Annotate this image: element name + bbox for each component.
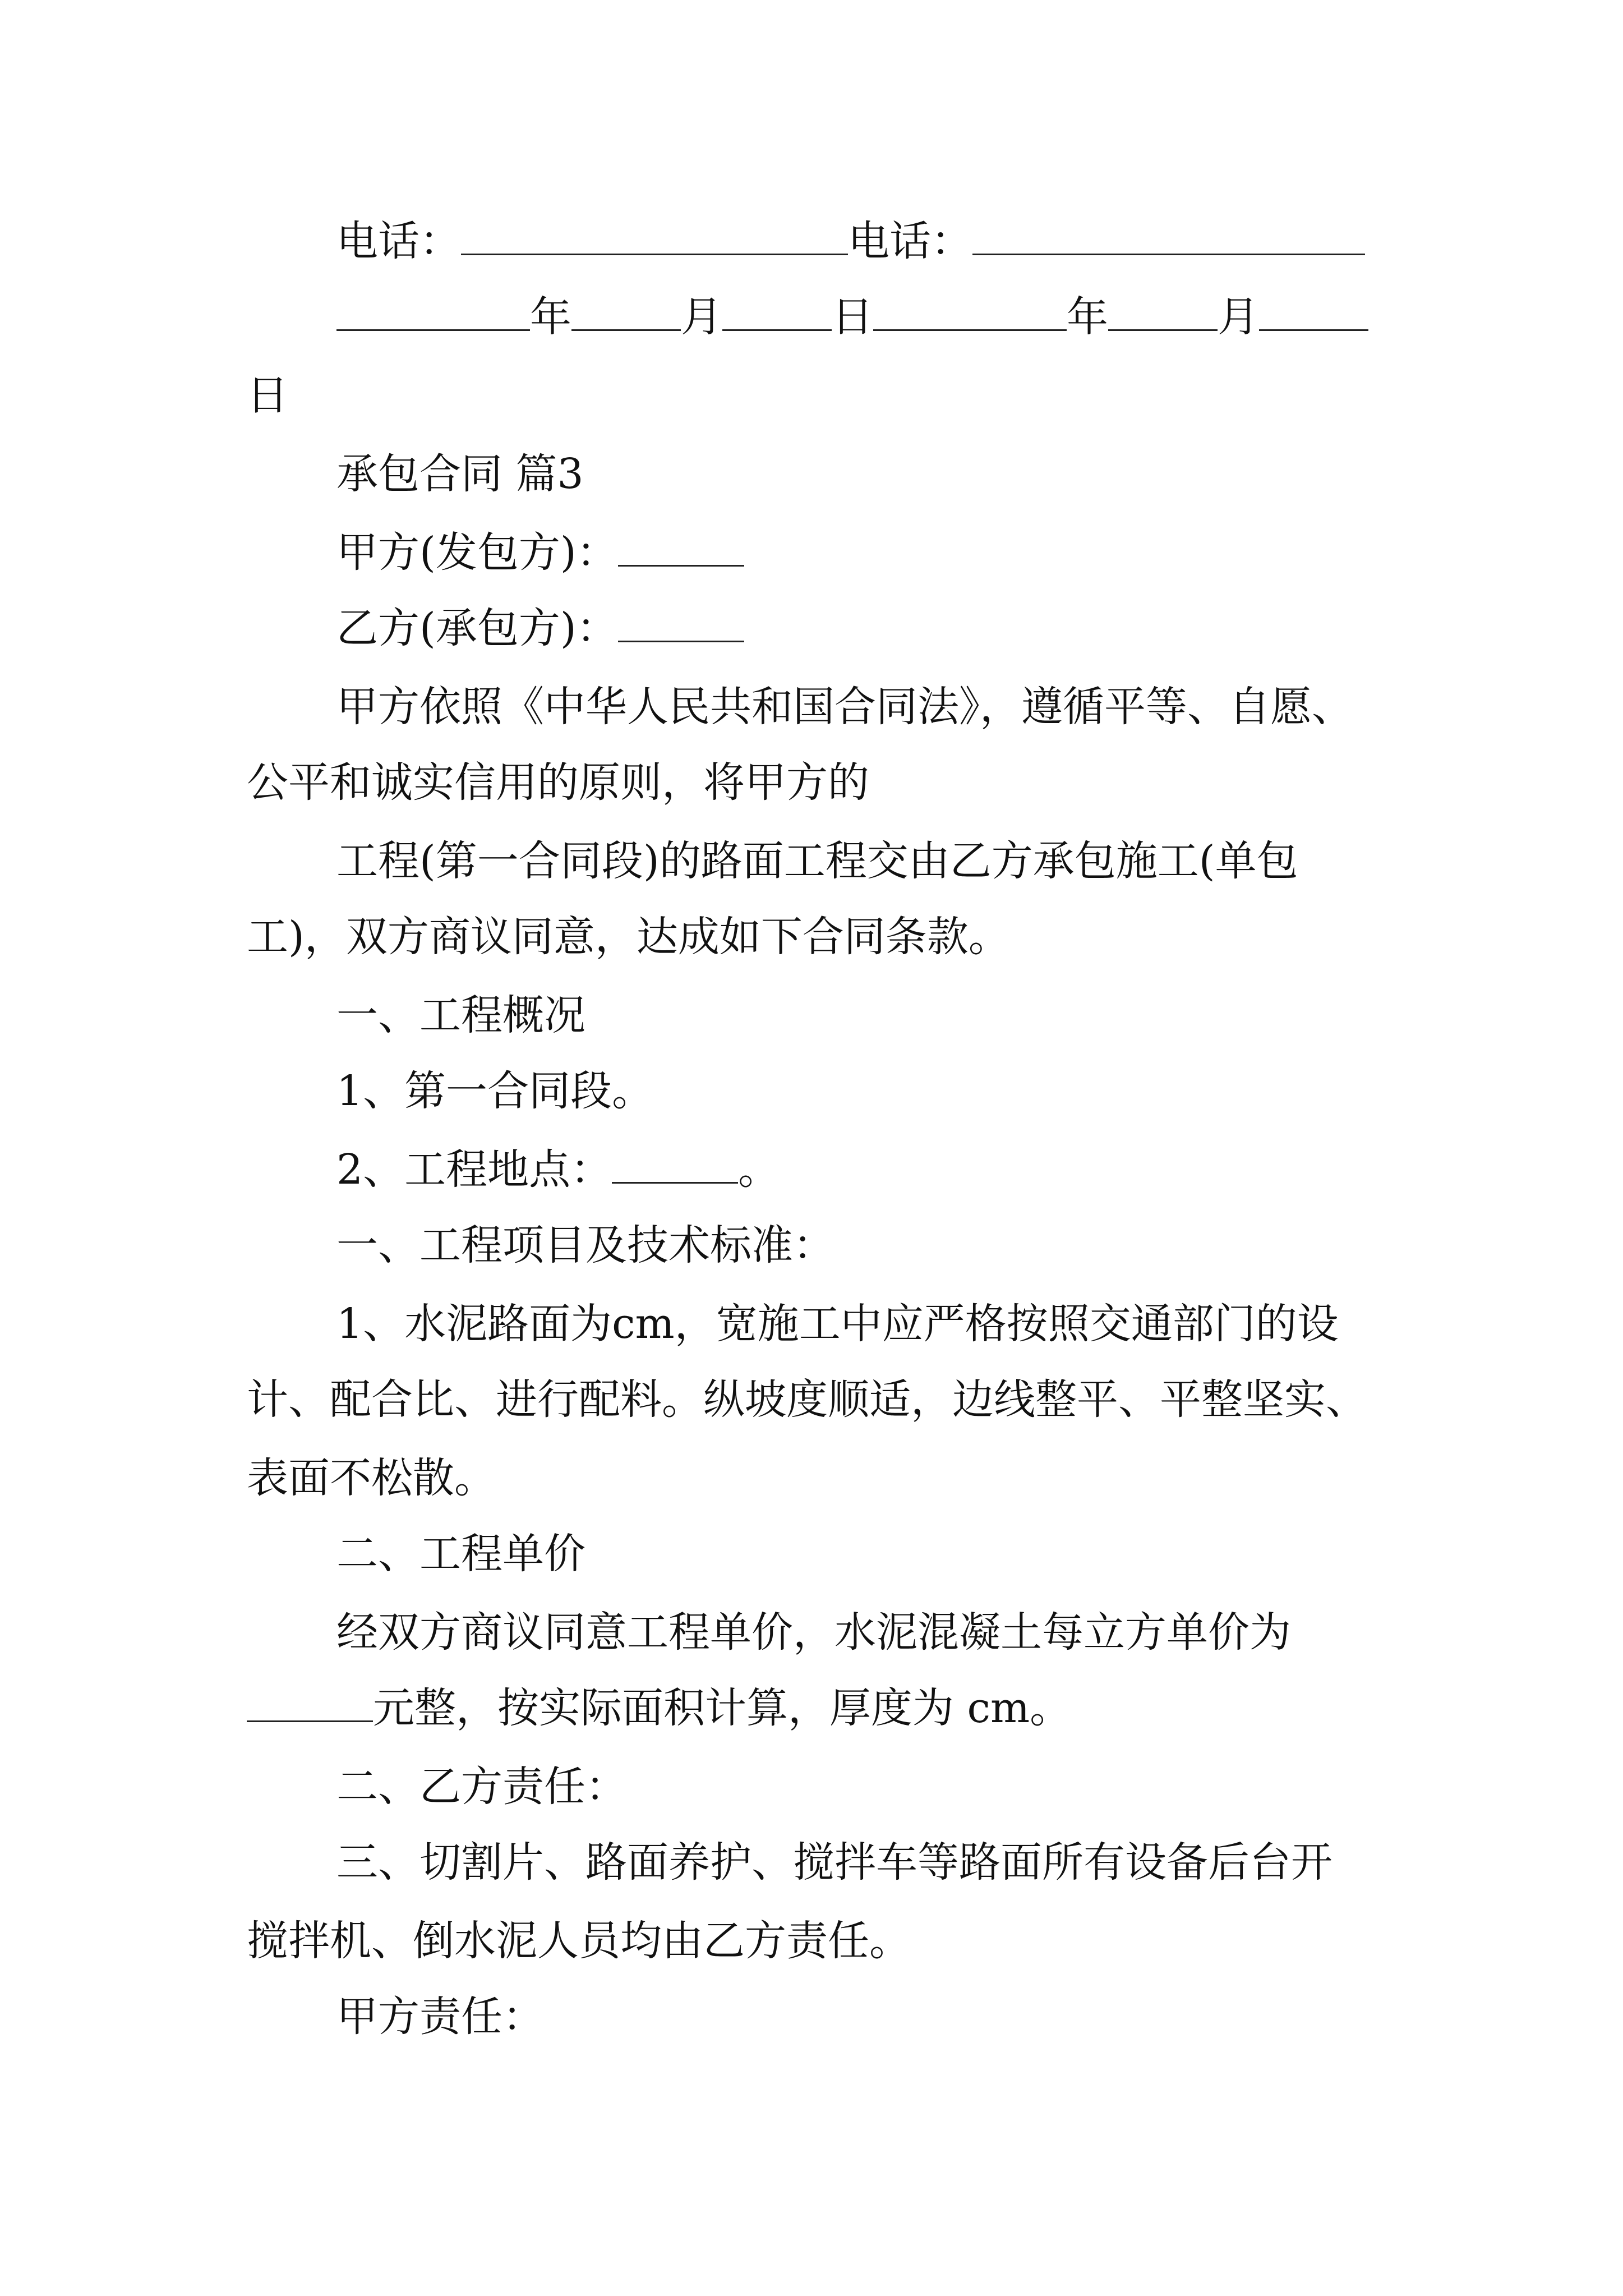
month-label-b: 月 (1218, 293, 1259, 341)
section-4-title: 二、乙方责任： (336, 1763, 627, 1811)
date-row-wrap (247, 367, 288, 424)
intro-line-1: 甲方依照《中华人民共和国合同法》，遵循平等、自愿、 (336, 683, 1353, 731)
party-b-blank[interactable] (618, 605, 744, 642)
section-1-title: 一、工程概况 (336, 991, 585, 1039)
day-label-b: 日 (247, 371, 288, 420)
phone-label-b: 电话： (848, 217, 972, 265)
year-blank-b[interactable] (873, 293, 1067, 331)
month-label-a: 月 (681, 293, 722, 341)
phone-blank-a[interactable] (461, 218, 848, 255)
section-1-item-2 (336, 1142, 780, 1198)
intro-line-4: 工)，双方商议同意，达成如下合同条款。 (247, 913, 1010, 961)
party-a-blank[interactable] (618, 529, 744, 567)
section-2-line-1: 1、水泥路面为cm，宽施工中应严格按照交通部门的设 (336, 1300, 1339, 1348)
month-blank-a[interactable] (571, 293, 681, 331)
intro-line-2: 公平和诚实信用的原则，将甲方的 (247, 758, 869, 807)
section-3-line-2 (247, 1680, 1071, 1736)
date-row (336, 289, 1368, 345)
section-2-line-3: 表面不松散。 (247, 1454, 496, 1502)
month-blank-b[interactable] (1108, 293, 1218, 331)
phone-blank-b[interactable] (972, 218, 1365, 255)
phone-label-a: 电话： (336, 217, 461, 265)
intro-line-3: 工程(第一合同段)的路面工程交由乙方承包施工(单包 (336, 837, 1298, 885)
party-a-row (336, 524, 744, 581)
section-4-line-1: 三、切割片、路面养护、搅拌车等路面所有设备后台开 (336, 1838, 1332, 1887)
party-b-row (336, 600, 744, 656)
section-2-line-2: 计、配合比、进行配料。纵坡度顺适，边线整平、平整坚实、 (247, 1375, 1367, 1424)
year-label-a: 年 (530, 293, 571, 341)
phone-row (336, 213, 1365, 269)
location-label: 2、工程地点： (336, 1145, 612, 1194)
party-b-label: 乙方(承包方)： (336, 604, 618, 652)
section-3-line-1: 经双方商议同意工程单价，水泥混凝土每立方单价为 (336, 1608, 1291, 1657)
location-end: 。 (738, 1145, 780, 1194)
section-4-line-2: 搅拌机、倒水泥人员均由乙方责任。 (247, 1917, 911, 1965)
section-5-title: 甲方责任： (336, 1993, 544, 2041)
section-1-item-1: 1、第一合同段。 (336, 1067, 654, 1115)
section-3-title: 二、工程单价 (336, 1530, 585, 1578)
year-label-b: 年 (1067, 293, 1108, 341)
contract-heading: 承包合同 篇3 (336, 450, 584, 498)
unit-price-blank[interactable] (247, 1685, 373, 1722)
location-blank[interactable] (612, 1146, 738, 1184)
section-3-line-2-text: 元整，按实际面积计算，厚度为 cm。 (373, 1684, 1072, 1732)
section-2-title: 一、工程项目及技术标准： (336, 1221, 834, 1269)
party-a-label: 甲方(发包方)： (336, 528, 618, 577)
day-blank-a[interactable] (722, 293, 832, 331)
day-label-a: 日 (832, 293, 873, 341)
year-blank-a[interactable] (336, 293, 530, 331)
day-blank-b[interactable] (1259, 293, 1368, 331)
